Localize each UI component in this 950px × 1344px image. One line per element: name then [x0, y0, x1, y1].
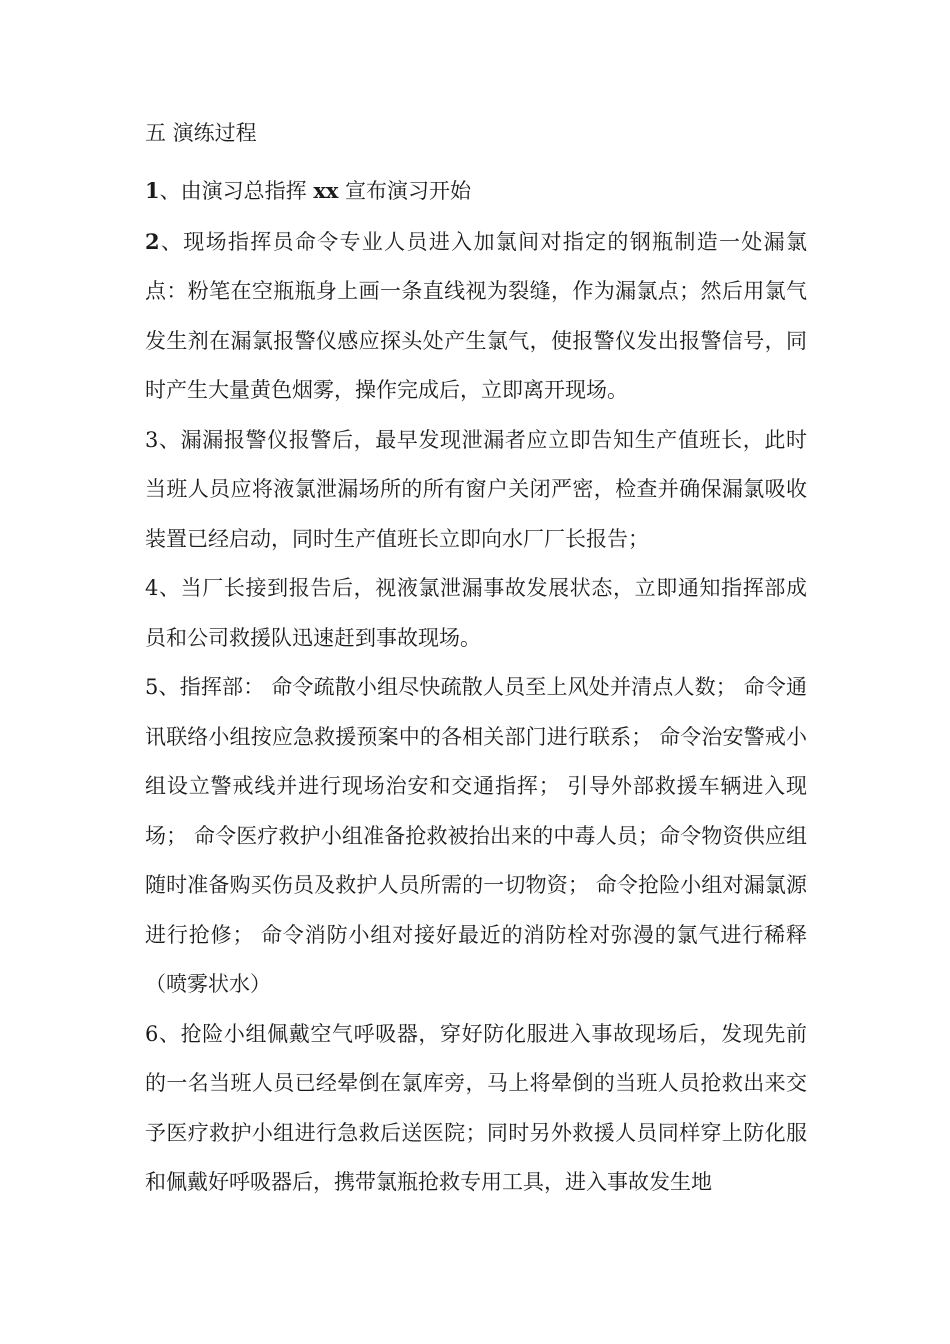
paragraph-3: 3、漏漏报警仪报警后，最早发现泄漏者应立即告知生产值班长，此时当班人员应将液氯泄漏场所的所有窗户关闭严密，检查并确保漏氯吸收装置已经启动，同时生产值班长立即向水厂厂长报告； [145, 427, 807, 551]
paragraph-text: 、现场指挥员命令专业人员进入加氯间对指定的钢瓶制造一处漏氯点：粉笔在空瓶瓶身上画一条直线视为裂缝，作为漏氯点；然后用氯气发生剂在漏氯报警仪感应探头处产生氯气，使报警仪发出报警信号，同时产生大量黄色烟雾，操作完成后，立即离开现场。 [145, 229, 807, 402]
paragraph-4: 4、当厂长接到报告后，视液氯泄漏事故发展状态，立即通知指挥部成员和公司救援队迅速赶到事故现场。 [145, 576, 807, 650]
paragraph-text: 、由演习总指挥 [159, 179, 314, 203]
paragraph-1 [145, 166, 807, 217]
paragraph-number: 2 [145, 228, 160, 254]
paragraph-5: 5、指挥部： 命令疏散小组尽快疏散人员至上风处并清点人数； 命令通讯联络小组按应急救援预案中的各相关部门进行联系； 命令治安警戒小组设立警戒线并进行现场治安和交通指挥； 引导外部救援车辆进入现场； 命令医疗救护小组准备抢救被抬出来的中毒人员；命令物资供应组随时准备购买伤员及救护人员所需的一切物资； 命令抢险小组对漏氯源进行抢修； 命令消防小组对接好最近的消防栓对弥漫的氯气进行稀释 （喷雾状水） [145, 675, 807, 996]
placeholder-token: xx [313, 178, 339, 203]
document-body [145, 116, 807, 1208]
paragraph-6: 6、抢险小组佩戴空气呼吸器，穿好防化服进入事故现场后，发现先前的一名当班人员已经晕倒在氯库旁，马上将晕倒的当班人员抢救出来交予医疗救护小组进行急救后送医院；同时另外救援人员同样穿上防化服和佩戴好呼吸器后，携带氯瓶抢救专用工具，进入事故发生地 [145, 1021, 807, 1194]
paragraph-text: 宣布演习开始 [338, 179, 472, 203]
section-title: 五 演练过程 [145, 121, 257, 145]
paragraph-2 [145, 217, 807, 416]
paragraph-number: 1 [145, 178, 160, 203]
